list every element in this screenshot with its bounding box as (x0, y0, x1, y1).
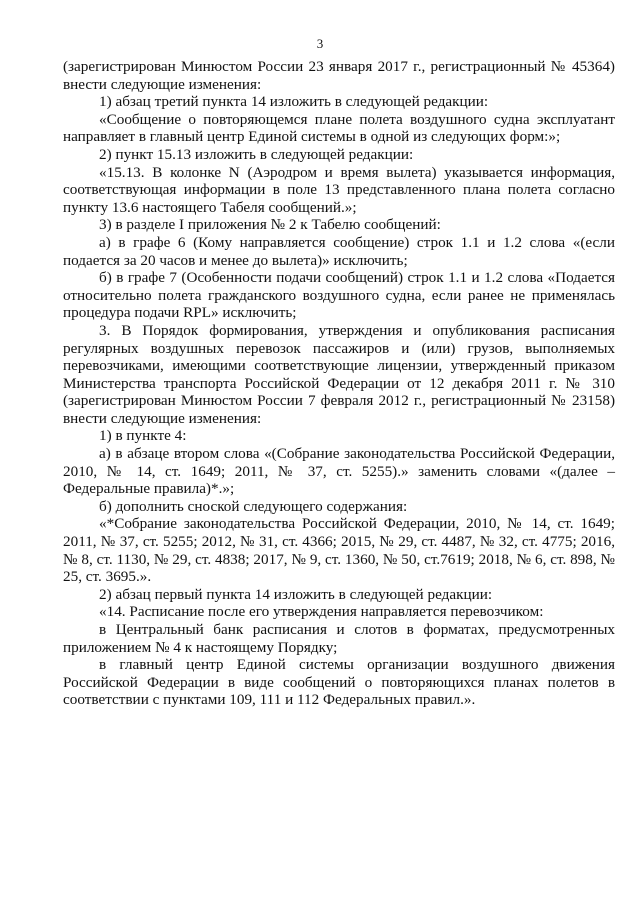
paragraph-17: в главный центр Единой системы организации воздушного движения Российской Федерации в виде сообщений о повторяющихся планах полетов в соответствии с пунктами 109, 111 и 112 Федеральных правил.». (63, 656, 615, 709)
paragraph-12: б) дополнить сноской следующего содержания: (99, 497, 408, 515)
paragraph-7: а) в графе 6 (Кому направляется сообщение) строк 1.1 и 1.2 слова «(если подается за 20 часов и менее до вылета)» исключить; (63, 233, 615, 269)
paragraph-4: 2) пункт 15.13 изложить в следующей редакции: (99, 145, 414, 163)
paragraph-1: (зарегистрирован Минюстом России 23 января 2017 г., регистрационный № 45364) внести следующие изменения: (63, 58, 615, 93)
paragraph-11: а) в абзаце втором слова «(Собрание законодательства Российской Федерации, 2010, № 14, ст. 1649; 2011, № 37, ст. 5255).» заменить словами «(далее – Федеральные правила)*.»; (63, 445, 615, 498)
paragraph-13: «*Собрание законодательства Российской Федерации, 2010, № 14, ст. 1649; 2011, № 37, ст. 5255; 2012, № 31, ст. 4366; 2015, № 29, ст. 4487, № 32, ст. 4775; 2016, № 8, ст. 1130, № 29, ст. 4838; 2017, № 9, ст. 1360, № 50, ст.7619; 2018, № 6, ст. 898, № 25, ст. 3695.». (63, 515, 615, 586)
paragraph-16: в Центральный банк расписания и слотов в форматах, предусмотренных приложением № 4 к настоящему Порядку; (63, 621, 615, 656)
paragraph-5: «15.13. В колонке N (Аэродром и время вылета) указывается информация, соответствующая информации в поле 13 представленного плана полета согласно пункту 13.6 настоящего Табеля сообщений.»; (63, 163, 615, 216)
paragraph-14: 2) абзац первый пункта 14 изложить в следующей редакции: (99, 585, 493, 603)
paragraph-15: «14. Расписание после его утверждения направляется перевозчиком: (99, 603, 544, 621)
page-number: 3 (316, 36, 324, 51)
paragraph-10: 1) в пункте 4: (99, 427, 187, 445)
paragraph-9: 3. В Порядок формирования, утверждения и опубликования расписания регулярных воздушных перевозок пассажиров и (или) грузов, выполняемых перевозчиками, имеющими соответствующие лицензии, утвержденный приказом Министерства транспорта Российской Федерации от 12 декабря 2011 г. № 310 (зарегистрирован Минюстом России 7 февраля 2012 г., регистрационный № 23158) внести следующие изменения: (63, 321, 615, 427)
paragraph-8: б) в графе 7 (Особенности подачи сообщений) строк 1.1 и 1.2 слова «Подается относительно полета гражданского воздушного судна, если ранее не применялась процедура подачи RPL» исключить; (63, 269, 615, 322)
document-body (63, 58, 615, 709)
paragraph-2: 1) абзац третий пункта 14 изложить в следующей редакции: (99, 93, 489, 111)
paragraph-6: 3) в разделе I приложения № 2 к Табелю сообщений: (99, 216, 441, 234)
paragraph-3: «Сообщение о повторяющемся плане полета воздушного судна эксплуатант направляет в главный центр Единой системы в одной из следующих форм:»; (63, 110, 615, 146)
